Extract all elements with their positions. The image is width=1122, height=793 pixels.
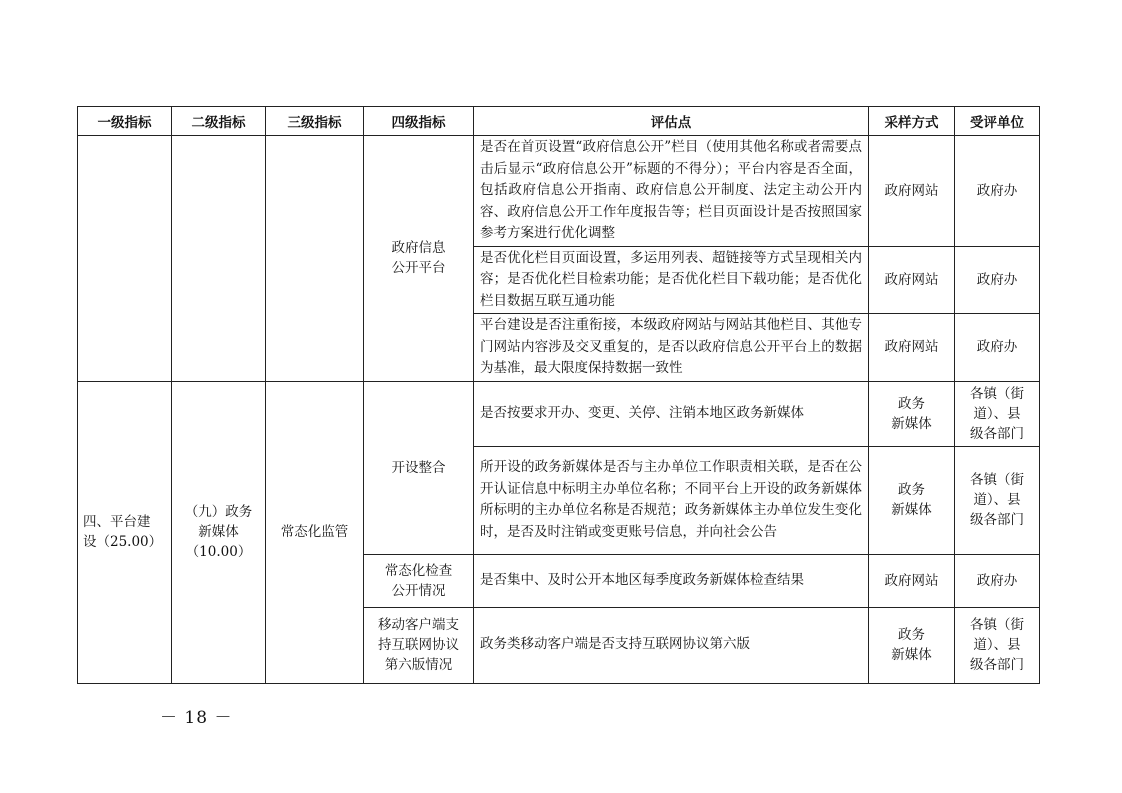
unit-cell: 各镇（街 道）、县 级各部门	[955, 607, 1040, 683]
level3-line: 常态化监管	[280, 524, 349, 540]
unit-cell: 政府办	[955, 314, 1040, 382]
sampling-cell: 政务 新媒体	[869, 446, 955, 554]
unit-cell: 政府办	[955, 246, 1040, 314]
unit-cell: 各镇（街 道）、县 级各部门	[955, 446, 1040, 554]
header-evaluation-point: 评估点	[474, 107, 869, 136]
level4-cell	[364, 607, 474, 683]
level1-cell-empty	[78, 136, 172, 382]
level4-line: 政府信息	[391, 240, 446, 257]
level4-line: 持互联网协议	[378, 637, 459, 653]
level4-line: 移动客户端支	[378, 617, 459, 633]
level4-line: 公开情况	[391, 582, 446, 599]
evaluation-point-cell: 平台建设是否注重衔接，本级政府网站与网站其他栏目、其他专门网站内容涉及交叉重复的，是否以政府信息公开平台上的数据为基准，最大限度保持数据一致性	[474, 314, 869, 382]
table-row	[78, 381, 1040, 446]
evaluation-point-cell: 是否按要求开办、变更、关停、注销本地区政务新媒体	[474, 381, 869, 446]
evaluation-point-cell: 所开设的政务新媒体是否与主办单位工作职责相关联，是否在公开认证信息中标明主办单位名称；不同平台上开设的政务新媒体所标明的主办单位名称是否规范；政务新媒体主办单位发生变化时，是否及时注销或变更账号信息，并向社会公告	[474, 446, 869, 554]
header-level3: 三级指标	[266, 107, 364, 136]
header-level1: 一级指标	[78, 107, 172, 136]
sampling-cell: 政务 新媒体	[869, 381, 955, 446]
header-evaluated-unit: 受评单位	[955, 107, 1040, 136]
level4-cell	[364, 554, 474, 607]
page-number: － 18 －	[160, 708, 233, 728]
level1-cell	[78, 381, 172, 683]
level2-line: 新媒体	[198, 524, 239, 540]
table-header-row	[78, 107, 1040, 136]
level1-line: 设（25.00）	[83, 534, 163, 550]
level4-line: 常态化检查	[384, 562, 453, 579]
level2-cell-empty	[172, 136, 266, 382]
sampling-cell: 政府网站	[869, 136, 955, 247]
unit-cell: 各镇（街 道）、县 级各部门	[955, 381, 1040, 446]
level4-cell	[364, 381, 474, 554]
header-level2: 二级指标	[172, 107, 266, 136]
sampling-cell: 政府网站	[869, 246, 955, 314]
level3-cell-empty	[266, 136, 364, 382]
evaluation-point-cell: 是否优化栏目页面设置，多运用列表、超链接等方式呈现相关内容；是否优化栏目检索功能；是否优化栏目下载功能；是否优化栏目数据互联互通功能	[474, 246, 869, 314]
level3-cell	[266, 381, 364, 683]
unit-cell: 政府办	[955, 554, 1040, 607]
level1-line: 四、平台建	[83, 514, 151, 530]
evaluation-point-cell: 是否在首页设置“政府信息公开”栏目（使用其他名称或者需要点击后显示“政府信息公开”标题的不得分）；平台内容是否全面，包括政府信息公开指南、政府信息公开制度、法定主动公开内容、政府信息公开工作年度报告等；栏目页面设计是否按照国家参考方案进行优化调整	[474, 136, 869, 247]
header-sampling-method: 采样方式	[869, 107, 955, 136]
level4-line: 公开平台	[391, 260, 446, 277]
level4-line: 第六版情况	[384, 657, 453, 673]
level2-line: （九）政务	[184, 504, 253, 520]
header-level4: 四级指标	[364, 107, 474, 136]
evaluation-index-table	[77, 106, 1040, 684]
level2-line: （10.00）	[185, 544, 252, 560]
unit-cell: 政府办	[955, 136, 1040, 247]
level4-cell	[364, 136, 474, 382]
evaluation-point-cell: 政务类移动客户端是否支持互联网协议第六版	[474, 607, 869, 683]
sampling-cell: 政府网站	[869, 554, 955, 607]
evaluation-point-cell: 是否集中、及时公开本地区每季度政务新媒体检查结果	[474, 554, 869, 607]
sampling-cell: 政务 新媒体	[869, 607, 955, 683]
table-row	[78, 136, 1040, 247]
sampling-cell: 政府网站	[869, 314, 955, 382]
level2-cell	[172, 381, 266, 683]
level4-line: 开设整合	[391, 459, 446, 476]
